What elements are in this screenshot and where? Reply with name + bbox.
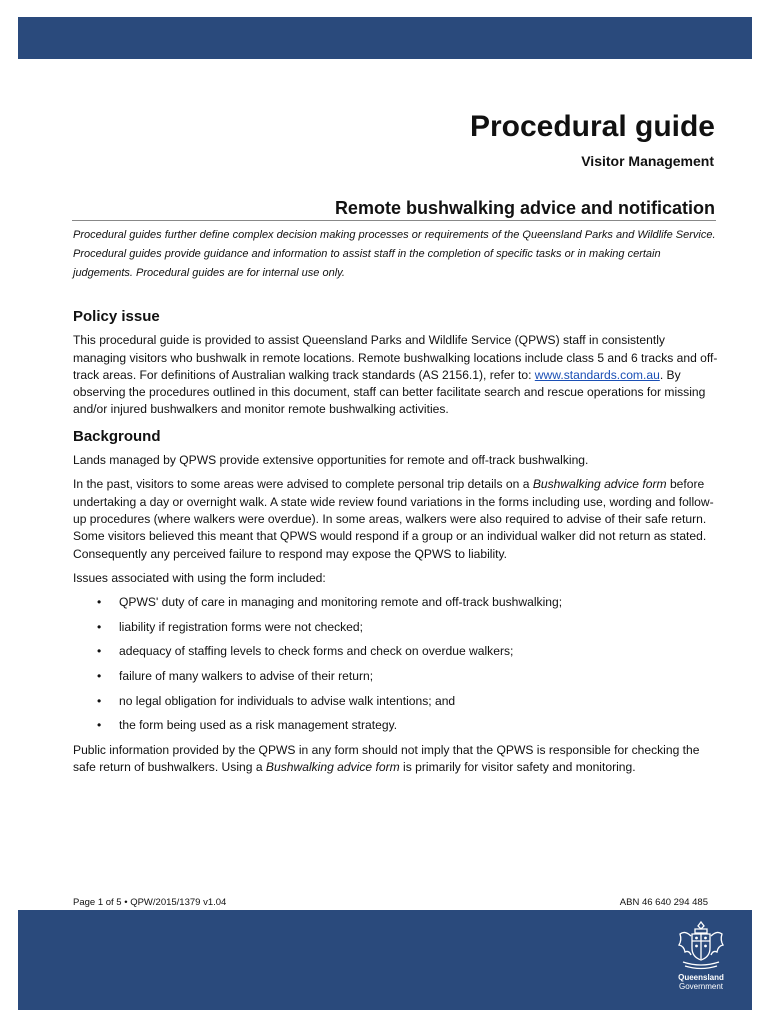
title-divider: [72, 220, 716, 221]
issues-list: [73, 594, 719, 734]
list-item: • the form being used as a risk management strategy.: [73, 717, 719, 734]
bullet-icon: •: [97, 619, 102, 634]
header-band: [18, 17, 752, 59]
queensland-government-logo: [670, 918, 732, 992]
list-item: • no legal obligation for individuals to advise walk intentions; and: [73, 693, 719, 710]
background-paragraph-2: In the past, visitors to some areas were advised to complete personal trip details on a Bushwalking advice form before undertaking a day or overnight walk. A state wide review found variations in the forms including use, wording and follow-up procedures (where walkers were overdue). In some areas, walkers were also required to advise of their safe return. Some visitors believed this meant that QPWS would respond if a group or an individual walker did not return as stated. Consequently any perceived failure to respond may expose the QPWS to liability.: [73, 477, 714, 561]
policy-heading: Policy issue: [73, 308, 160, 325]
background-paragraph-3: Public information provided by the QPWS in any form should not imply that the QPWS is responsible for checking the safe return of bushwalkers. Using a Bushwalking advice form is primarily for visitor safety and monitoring.: [73, 742, 700, 775]
footer-band: [18, 910, 752, 1010]
page-subtitle: Visitor Management: [581, 153, 714, 169]
policy-paragraph: This procedural guide is provided to assist Queensland Parks and Wildlife Service (QPWS) staff in consistently managing visitors who bushwalk in remote locations. Remote bushwalking locations include class 5 and 6 tracks and off-track areas. For definitions of Australian walking track standards (AS 2156.1), refer to: www.standards.com.au. By observing the procedures outlined in this document, staff can better facilitate search and rescue operations for missing and/or injured bushwalkers and monitor remote bushwalking activities.: [73, 333, 718, 417]
page-number: Page 1 of 5 • QPW/2015/1379 v1.04: [73, 897, 227, 908]
bullet-icon: •: [97, 644, 102, 659]
intro-text: Procedural guides further define complex decision making processes or requirements of the Queensland Parks and Wildlife Service. Procedural guides provide guidance and information to assist staff in the completion of specific tasks or in making certain judgements. Procedural guides are for internal use only.: [73, 229, 716, 279]
logo-text-government: Government: [678, 982, 724, 991]
form-name-emphasis: Bushwalking advice form: [265, 760, 400, 775]
main-content: [73, 308, 719, 783]
list-item: • liability if registration forms were not checked;: [73, 619, 719, 636]
coat-of-arms-icon: [675, 918, 727, 972]
bullet-icon: •: [97, 595, 102, 610]
logo-text-queensland: Queensland: [678, 973, 724, 982]
list-item: • failure of many walkers to advise of their return;: [73, 668, 719, 685]
abn-number: ABN 46 640 294 485: [619, 897, 708, 908]
bullet-icon: •: [97, 668, 102, 683]
background-paragraph-1: Lands managed by QPWS provide extensive opportunities for remote and off-track bushwalking.: [73, 453, 589, 468]
background-heading: Background: [73, 427, 161, 445]
bullet-icon: •: [97, 693, 102, 708]
document-title: Remote bushwalking advice and notification: [334, 198, 715, 218]
page-title: Procedural guide: [469, 110, 715, 143]
bullet-icon: •: [97, 718, 102, 733]
standards-link[interactable]: www.standards.com.au: [534, 367, 660, 382]
list-item: • adequacy of staffing levels to check forms and check on overdue walkers;: [73, 643, 719, 660]
list-item: • QPWS' duty of care in managing and monitoring remote and off-track bushwalking;: [73, 594, 719, 611]
form-name-emphasis: Bushwalking advice form: [532, 477, 667, 492]
issues-intro: Issues associated with using the form included:: [73, 570, 326, 585]
